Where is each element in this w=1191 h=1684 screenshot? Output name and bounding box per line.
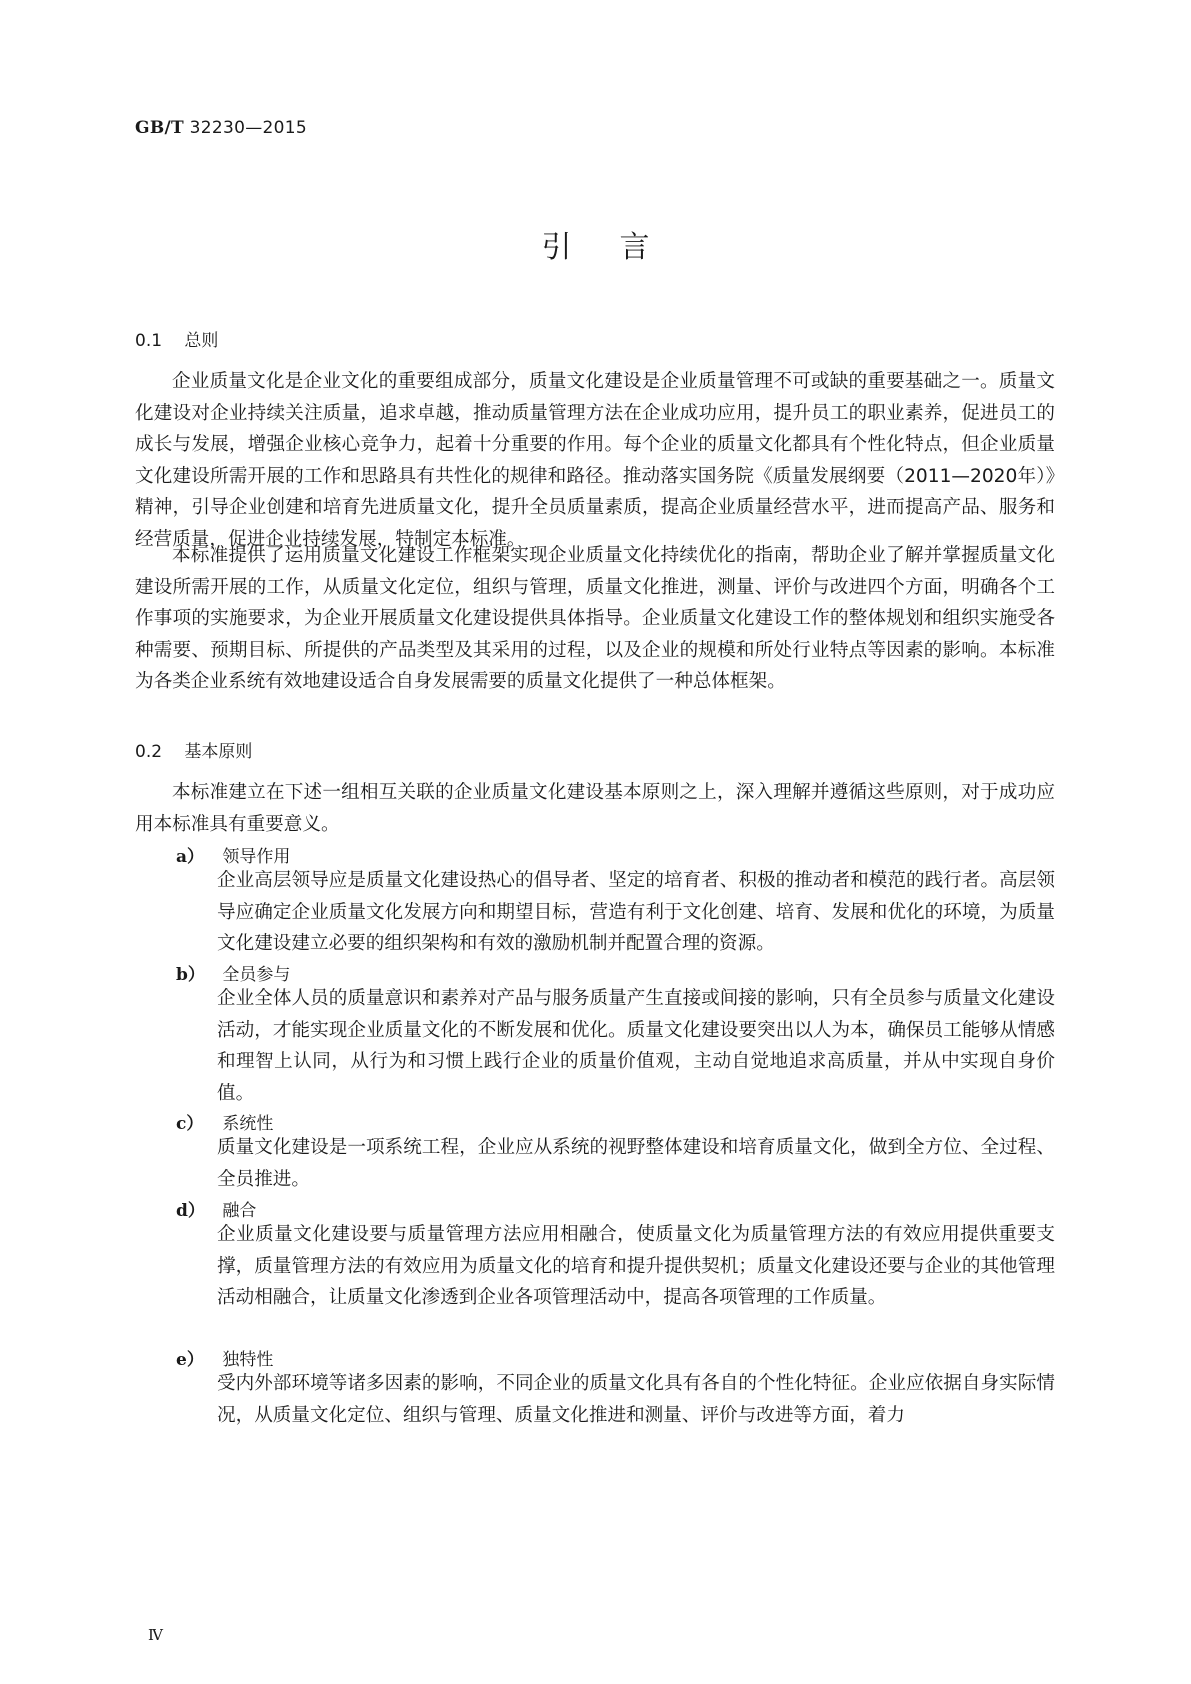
paragraph-principles-intro: 本标准建立在下述一组相互关联的企业质量文化建设基本原则之上，深入理解并遵循这些原则，对于成功应用本标准具有重要意义。 <box>135 782 1055 835</box>
principle-label-d <box>176 1196 256 1221</box>
principle-label-a <box>176 842 290 867</box>
item-title: 融合 <box>222 1201 257 1221</box>
principle-text-a: 企业高层领导应是质量文化建设热心的倡导者、坚定的培育者、积极的推动者和模范的践行者。高层领导应确定企业质量文化发展方向和期望目标，营造有利于文化创建、培育、发展和优化的环境，为质量文化建设建立必要的组织架构和有效的激励机制并配置合理的资源。 <box>217 870 1055 954</box>
section-number: 0.1 <box>135 331 163 351</box>
page-title: 引言 <box>541 230 698 265</box>
item-title: 领导作用 <box>222 847 291 867</box>
principle-text-d: 企业质量文化建设要与质量管理方法应用相融合，使质量文化为质量管理方法的有效应用提供重要支撑，质量管理方法的有效应用为质量文化的培育和提升提供契机；质量文化建设还要与企业的其他管理活动相融合，让质量文化渗透到企业各项管理活动中，提高各项管理的工作质量。 <box>217 1224 1055 1308</box>
standard-number: 32230—2015 <box>189 118 308 138</box>
paragraph-general-2: 本标准提供了运用质量文化建设工作框架实现企业质量文化持续优化的指南，帮助企业了解并掌握质量文化建设所需开展的工作，从质量文化定位，组织与管理，质量文化推进，测量、评价与改进四个方面，明确各个工作事项的实施要求，为企业开展质量文化建设提供具体指导。企业质量文化建设工作的整体规划和组织实施受各种需要、预期目标、所提供的产品类型及其采用的过程，以及企业的规模和所处行业特点等因素的影响。本标准为各类企业系统有效地建设适合自身发展需要的质量文化提供了一种总体框架。 <box>135 545 1055 692</box>
principle-label-e <box>176 1345 273 1370</box>
principle-label-b <box>176 960 290 985</box>
section-heading-0-2 <box>135 737 252 762</box>
item-letter: b） <box>176 965 205 985</box>
principle-text-e: 受内外部环境等诸多因素的影响，不同企业的质量文化具有各自的个性化特征。企业应依据自身实际情况，从质量文化定位、组织与管理、质量文化推进和测量、评价与改进等方面，着力 <box>217 1373 1055 1426</box>
item-title: 系统性 <box>222 1114 274 1134</box>
item-letter: c） <box>176 1114 204 1134</box>
page-number: Ⅳ <box>148 1626 163 1644</box>
item-letter: e） <box>176 1350 204 1370</box>
item-title: 独特性 <box>222 1350 274 1370</box>
principle-text-b: 企业全体人员的质量意识和素养对产品与服务质量产生直接或间接的影响，只有全员参与质量文化建设活动，才能实现企业质量文化的不断发展和优化。质量文化建设要突出以人为本，确保员工能够从情感和理智上认同，从行为和习惯上践行企业的质量价值观，主动自觉地追求高质量，并从中实现自身价值。 <box>217 988 1055 1104</box>
principle-label-c <box>176 1109 273 1134</box>
item-letter: d） <box>176 1201 205 1221</box>
paragraph-general-1: 企业质量文化是企业文化的重要组成部分，质量文化建设是企业质量管理不可或缺的重要基础之一。质量文化建设对企业持续关注质量，追求卓越，推动质量管理方法在企业成功应用，提升员工的职业素养，促进员工的成长与发展，增强企业核心竞争力，起着十分重要的作用。每个企业的质量文化都具有个性化特点，但企业质量文化建设所需开展的工作和思路具有共性化的规律和路径。推动落实国务院《质量发展纲要（2011—2020年）》精神，引导企业创建和培育先进质量文化，提升全员质量素质，提高企业质量经营水平，进而提高产品、服务和经营质量，促进企业持续发展，特制定本标准。 <box>135 371 1055 550</box>
standard-code <box>135 118 307 138</box>
section-title: 总则 <box>184 331 219 351</box>
section-title: 基本原则 <box>184 742 253 762</box>
section-number: 0.2 <box>135 742 163 762</box>
standard-prefix: GB/T <box>135 118 184 138</box>
item-title: 全员参与 <box>222 965 291 985</box>
item-letter: a） <box>176 847 205 867</box>
section-heading-0-1 <box>135 326 218 351</box>
principle-text-c: 质量文化建设是一项系统工程，企业应从系统的视野整体建设和培育质量文化，做到全方位、全过程、全员推进。 <box>217 1137 1055 1190</box>
